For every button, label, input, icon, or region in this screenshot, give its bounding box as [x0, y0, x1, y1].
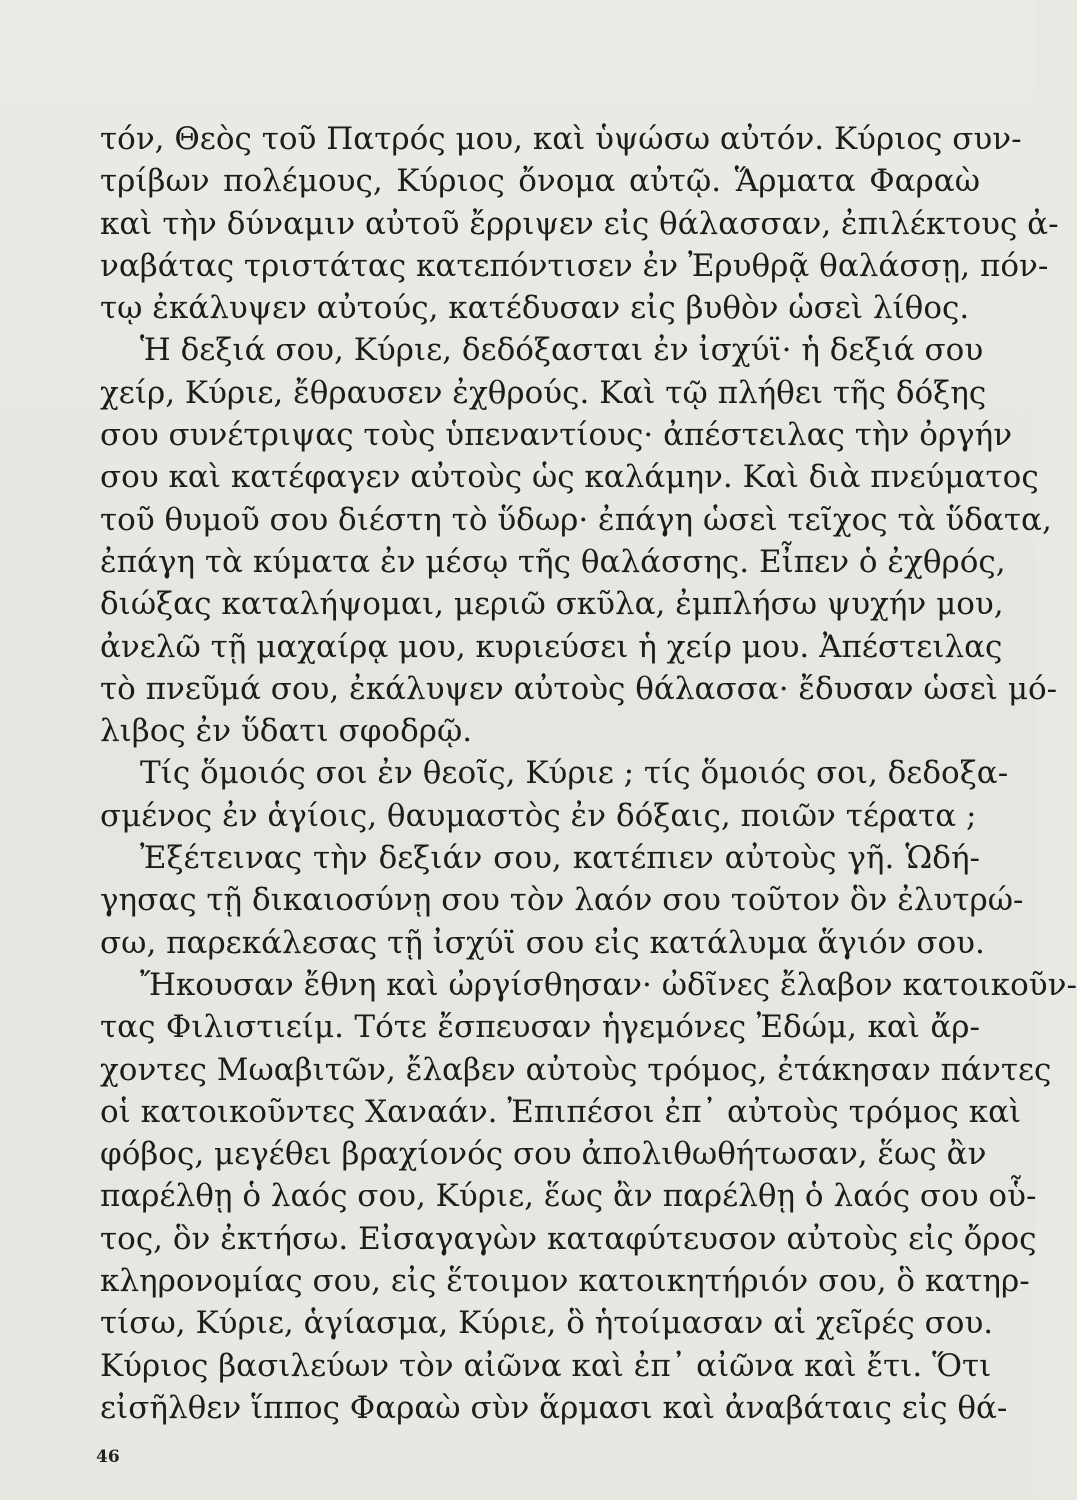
- text-line: γησας τῇ δικαιοσύνῃ σου τὸν λαόν σου τοῦτον ὃν ἐλυτρώ-: [100, 882, 1024, 919]
- text-line: διώξας καταλήψομαι, μεριῶ σκῦλα, ἐμπλήσω ψυχήν μου,: [100, 586, 1004, 623]
- text-line: τὸ πνεῦμά σου, ἐκάλυψεν αὐτοὺς θάλασσα· ἔδυσαν ὡσεὶ μό-: [100, 670, 1058, 707]
- body-text: [100, 118, 1077, 1429]
- text-line: τας Φιλιστιείμ. Τότε ἔσπευσαν ἡγεμόνες Ἐδώμ, καὶ ἄρ-: [100, 1009, 980, 1046]
- text-line: σμένος ἐν ἁγίοις, θαυμαστὸς ἐν δόξαις, ποιῶν τέρατα ;: [100, 797, 977, 834]
- text-line: Ἡ δεξιά σου, Κύριε, δεδόξασται ἐν ἰσχύϊ· ἡ δεξιά σου: [140, 332, 984, 369]
- text-line: τος, ὃν ἐκτήσω. Εἰσαγαγὼν καταφύτευσον αὐτοὺς εἰς ὄρος: [100, 1220, 1037, 1257]
- text-line: Τίς ὅμοιός σοι ἐν θεοῖς, Κύριε ; τίς ὅμοιός σοι, δεδοξα-: [140, 755, 1009, 792]
- text-line: τίσω, Κύριε, ἁγίασμα, Κύριε, ὃ ἡτοίμασαν αἱ χεῖρές σου.: [100, 1305, 994, 1342]
- text-line: καὶ τὴν δύναμιν αὐτοῦ ἔρριψεν εἰς θάλασσαν, ἐπιλέκτους ἀ-: [100, 205, 1059, 242]
- text-line: Ἐξέτεινας τὴν δεξιάν σου, κατέπιεν αὐτοὺς γῆ. Ὡδή-: [140, 840, 980, 877]
- text-line: τῳ ἐκάλυψεν αὐτούς, κατέδυσαν εἰς βυθὸν ὡσεὶ λίθος.: [100, 290, 970, 327]
- text-line: παρέλθῃ ὁ λαός σου, Κύριε, ἕως ἂν παρέλθῃ ὁ λαός σου οὗ-: [100, 1178, 1037, 1215]
- text-line: εἰσῆλθεν ἵππος Φαραὼ σὺν ἅρμασι καὶ ἀναβάταις εἰς θά-: [100, 1389, 1008, 1426]
- text-line: τόν, Θεὸς τοῦ Πατρός μου, καὶ ὑψώσω αὐτόν. Κύριος συν-: [100, 121, 1022, 157]
- text-line: κληρονομίας σου, εἰς ἕτοιμον κατοικητήριόν σου, ὃ κατηρ-: [100, 1263, 1030, 1300]
- text-line: τρίβων πολέμους, Κύριος ὄνομα αὐτῷ. Ἅρματα Φαραὼ: [100, 163, 980, 200]
- text-line: τοῦ θυμοῦ σου διέστη τὸ ὕδωρ· ἐπάγη ὡσεὶ τεῖχος τὰ ὕδατα,: [100, 501, 1052, 538]
- text-line: ναβάτας τριστάτας κατεπόντισεν ἐν Ἐρυθρᾷ θαλάσσῃ, πόν-: [100, 247, 1049, 284]
- page-number: 46: [96, 1447, 120, 1467]
- text-line: σου καὶ κατέφαγεν αὐτοὺς ὡς καλάμην. Καὶ διὰ πνεύματος: [100, 459, 1039, 496]
- text-line: Ἤκουσαν ἔθνη καὶ ὠργίσθησαν· ὠδῖνες ἔλαβον κατοικοῦν-: [140, 966, 1077, 1003]
- text-line: Κύριος βασιλεύων τὸν αἰῶνα καὶ ἐπ᾽ αἰῶνα καὶ ἔτι. Ὅτι: [100, 1347, 992, 1384]
- text-line: ἀνελῶ τῇ μαχαίρᾳ μου, κυριεύσει ἡ χείρ μου. Ἀπέστειλας: [100, 628, 1003, 665]
- text-line: λιβος ἐν ὕδατι σφοδρῷ.: [100, 713, 473, 750]
- text-line: φόβος, μεγέθει βραχίονός σου ἀπολιθωθήτωσαν, ἕως ἂν: [100, 1136, 987, 1173]
- text-line: οἱ κατοικοῦντες Χαναάν. Ἐπιπέσοι ἐπ᾽ αὐτοὺς τρόμος καὶ: [100, 1093, 1022, 1130]
- text-line: σου συνέτριψας τοὺς ὑπεναντίους· ἀπέστειλας τὴν ὀργήν: [100, 417, 1013, 454]
- text-line: χοντες Μωαβιτῶν, ἔλαβεν αὐτοὺς τρόμος, ἐτάκησαν πάντες: [100, 1051, 1052, 1088]
- text-line: χείρ, Κύριε, ἔθραυσεν ἐχθρούς. Καὶ τῷ πλήθει τῆς δόξης: [100, 374, 987, 411]
- text-line: σω, παρεκάλεσας τῇ ἰσχύϊ σου εἰς κατάλυμα ἅγιόν σου.: [100, 924, 985, 961]
- text-line: ἐπάγη τὰ κύματα ἐν μέσῳ τῆς θαλάσσης. Εἶπεν ὁ ἐχθρός,: [100, 543, 1006, 580]
